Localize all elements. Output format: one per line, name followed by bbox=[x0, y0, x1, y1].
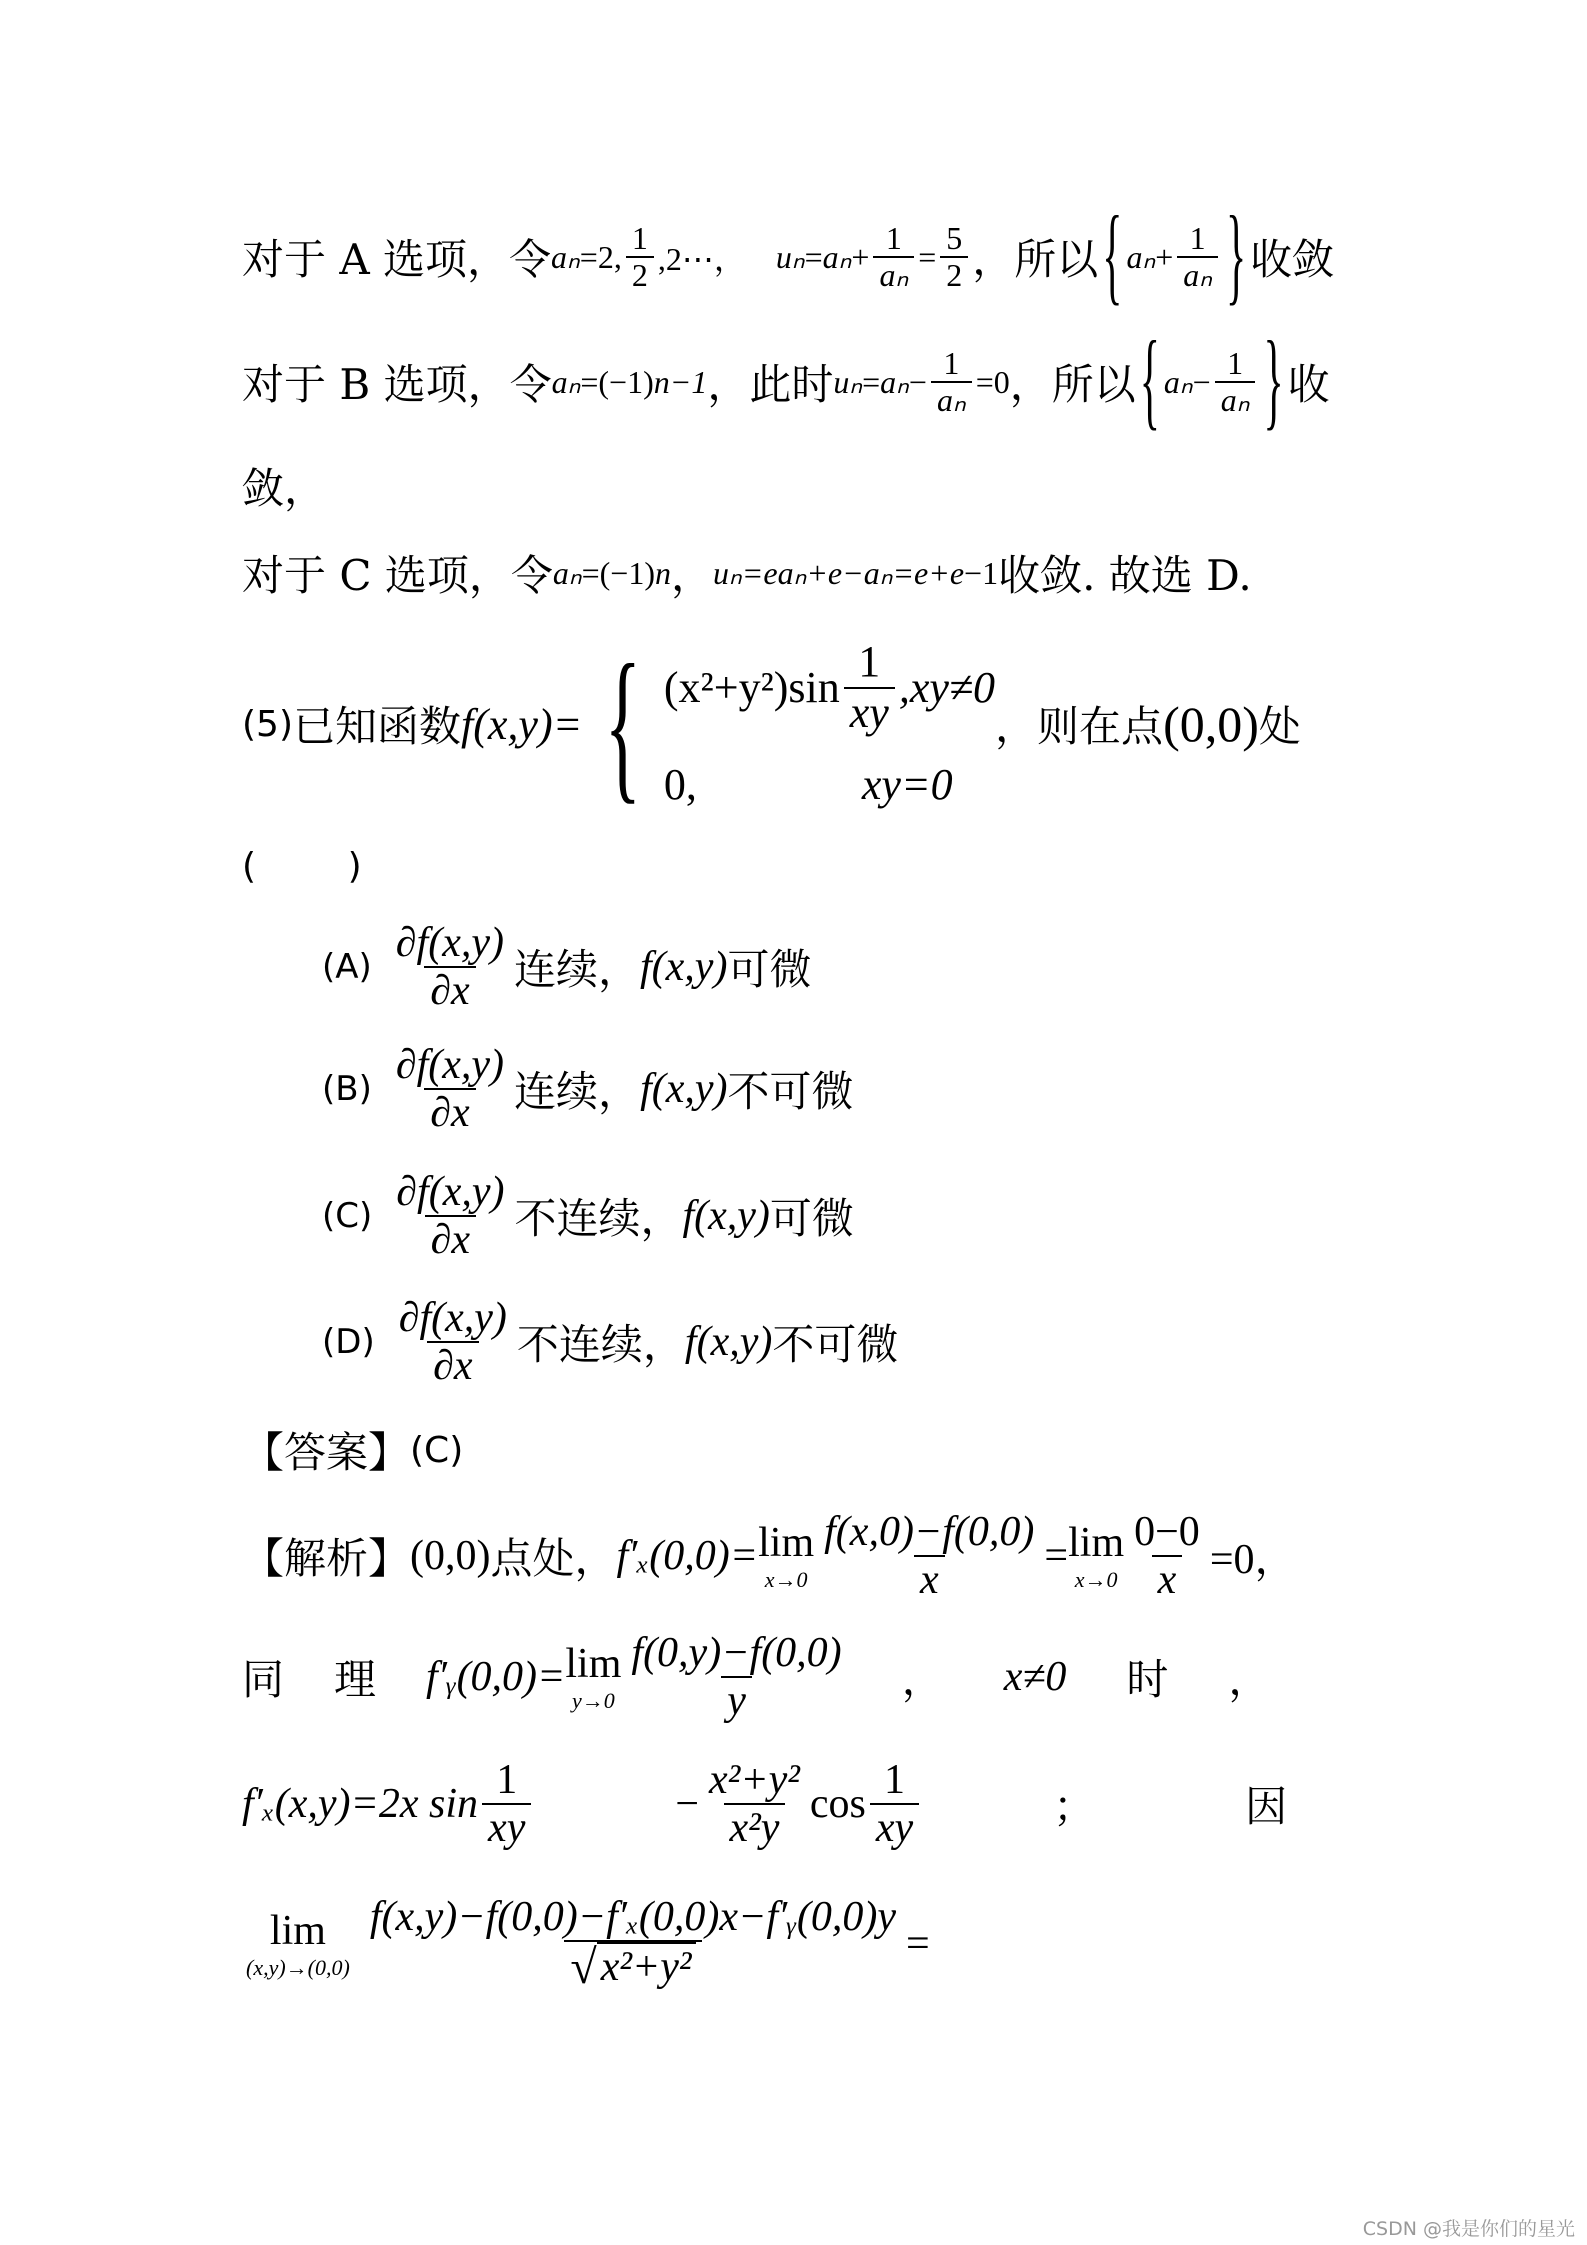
option-b bbox=[322, 1019, 854, 1159]
text: 收敛 bbox=[1250, 235, 1335, 284]
text: 连续， bbox=[514, 1067, 641, 1116]
lim: lim bbox=[758, 1520, 815, 1566]
text: 理 bbox=[334, 1655, 377, 1704]
text: 对于 C 选项，令 bbox=[242, 551, 553, 600]
denominator: aₙ bbox=[931, 381, 972, 418]
lim: lim bbox=[565, 1641, 622, 1687]
exponent: aₙ bbox=[777, 555, 807, 591]
math: =0 bbox=[975, 363, 1010, 400]
math: xy=0 bbox=[861, 759, 953, 809]
denominator: y bbox=[721, 1676, 752, 1724]
option-label: (B) bbox=[322, 1069, 372, 1109]
exponent: −1 bbox=[964, 554, 999, 591]
lim-subscript: x→0 bbox=[764, 1567, 808, 1592]
fraction bbox=[940, 221, 968, 293]
lim: lim bbox=[269, 1908, 326, 1954]
question-number: (5) bbox=[242, 703, 293, 745]
math: aₙ bbox=[1163, 364, 1193, 400]
denominator: aₙ bbox=[1177, 256, 1218, 293]
math: aₙ bbox=[1126, 239, 1156, 275]
analysis-label: 【解析】 bbox=[242, 1534, 411, 1583]
math: = bbox=[918, 238, 937, 275]
text: 已知函数 bbox=[293, 702, 462, 751]
math: x≠0 bbox=[1003, 1654, 1067, 1700]
fraction bbox=[390, 1042, 510, 1136]
numerator: x²+y² bbox=[709, 1756, 800, 1803]
math: f′ᵧ(0,0)= bbox=[426, 1654, 566, 1700]
denominator: aₙ bbox=[873, 256, 914, 293]
option-a bbox=[322, 897, 811, 1037]
denominator: ∂x bbox=[424, 966, 475, 1014]
option-label: (C) bbox=[322, 1196, 373, 1236]
lim: lim bbox=[1068, 1520, 1125, 1566]
math: f(x,y) bbox=[682, 1193, 770, 1239]
math: =(−1) bbox=[580, 363, 654, 400]
denominator: ∂x bbox=[424, 1088, 475, 1136]
math: cos bbox=[809, 1781, 866, 1827]
numerator: 1 bbox=[496, 1756, 518, 1803]
math: f′ₓ(0,0)= bbox=[616, 1533, 759, 1579]
analysis-line-1 bbox=[242, 1486, 1297, 1626]
denominator: 2 bbox=[626, 256, 654, 293]
line-option-a bbox=[242, 187, 1334, 327]
text: 不连续， bbox=[516, 1320, 685, 1369]
math: aₙ bbox=[822, 239, 852, 275]
text: 不可微 bbox=[727, 1067, 854, 1116]
text: 因 bbox=[1245, 1782, 1288, 1831]
text: 连续， bbox=[513, 945, 640, 994]
math: =(−1) bbox=[581, 554, 655, 591]
denominator: xy bbox=[844, 687, 895, 737]
numerator: f(0,y)−f(0,0) bbox=[631, 1629, 842, 1676]
math: aₙ bbox=[880, 364, 909, 400]
numerator: 5 bbox=[946, 219, 963, 256]
text: 同 bbox=[242, 1655, 285, 1704]
numerator: ∂f(x,y) bbox=[395, 919, 504, 966]
math: =0， bbox=[1209, 1537, 1297, 1583]
limit bbox=[758, 1519, 814, 1593]
fraction bbox=[1215, 346, 1256, 418]
denominator: x bbox=[1152, 1555, 1183, 1603]
math: − bbox=[675, 1781, 700, 1827]
denominator: 2 bbox=[940, 256, 968, 293]
case-1 bbox=[664, 638, 995, 737]
lim-subscript: x→0 bbox=[1074, 1567, 1118, 1592]
math: f(x,y) bbox=[640, 944, 728, 990]
text: ，所以 bbox=[1009, 360, 1136, 409]
text: ； bbox=[1053, 1782, 1096, 1831]
text: 可微 bbox=[769, 1194, 854, 1243]
fraction bbox=[844, 638, 895, 737]
math: (x²+y²)sin bbox=[663, 663, 840, 712]
lim-subscript: y→0 bbox=[572, 1688, 615, 1713]
text: 可微 bbox=[727, 945, 812, 994]
numerator: ∂f(x,y) bbox=[396, 1168, 505, 1215]
denominator: x bbox=[914, 1555, 945, 1603]
line-option-c bbox=[242, 503, 1252, 643]
math: aₙ bbox=[551, 239, 580, 275]
math: = bbox=[1044, 1533, 1069, 1579]
fraction bbox=[703, 1757, 806, 1851]
denominator: ∂x bbox=[425, 1215, 476, 1263]
math: aₙ bbox=[552, 555, 582, 591]
numerator: f(x,0)−f(0,0) bbox=[824, 1508, 1035, 1555]
math: = bbox=[862, 363, 881, 400]
denominator: xy bbox=[870, 1803, 919, 1851]
numerator: 0−0 bbox=[1134, 1508, 1200, 1555]
fraction bbox=[818, 1509, 1040, 1603]
text: 对于 B 选项，令 bbox=[242, 360, 552, 409]
answer-value: (C) bbox=[410, 1429, 464, 1471]
math: ,xy≠0 bbox=[898, 663, 996, 712]
analysis-line-2 bbox=[242, 1607, 1352, 1747]
numerator: 1 bbox=[885, 219, 902, 256]
math: − bbox=[908, 363, 927, 400]
fraction bbox=[931, 346, 972, 418]
math: − bbox=[1192, 363, 1211, 400]
fraction bbox=[870, 1757, 919, 1851]
exponent: −aₙ bbox=[842, 555, 893, 591]
case-2 bbox=[664, 759, 995, 810]
numerator: f(x,y)−f(0,0)−f′ₓ(0,0)x−f′ᵧ(0,0)y bbox=[369, 1893, 896, 1940]
text: ，此时 bbox=[707, 360, 834, 409]
math: =e+e bbox=[892, 554, 965, 591]
text: ，则在点 bbox=[995, 702, 1164, 751]
math: = bbox=[804, 238, 823, 275]
fraction bbox=[625, 1630, 847, 1724]
answer-label: 【答案】 bbox=[242, 1428, 411, 1477]
math: uₙ bbox=[833, 364, 863, 400]
text: ， bbox=[1228, 1655, 1271, 1704]
text: 对于 A 选项，令 bbox=[242, 235, 552, 284]
text: 点处， bbox=[490, 1534, 617, 1583]
text: ( ) bbox=[242, 845, 362, 887]
right-brace: } bbox=[1263, 322, 1284, 442]
exponent: n bbox=[655, 554, 671, 591]
math: + bbox=[851, 238, 870, 275]
exponent: n−1 bbox=[653, 363, 708, 400]
numerator: ∂f(x,y) bbox=[395, 1041, 505, 1088]
limit bbox=[1068, 1519, 1124, 1593]
analysis-line-3 bbox=[242, 1734, 1362, 1874]
denominator: aₙ bbox=[1215, 381, 1256, 418]
limit bbox=[565, 1640, 621, 1714]
fraction bbox=[364, 1894, 902, 1995]
option-label: (D) bbox=[322, 1322, 375, 1362]
math: f(x,y)= bbox=[461, 699, 583, 749]
lim-subscript: (x,y)→(0,0) bbox=[246, 1955, 350, 1980]
denominator: ∂x bbox=[427, 1341, 478, 1389]
text: 处 bbox=[1258, 702, 1301, 751]
option-c bbox=[322, 1146, 854, 1286]
numerator: 1 bbox=[1227, 344, 1244, 381]
text: 不可微 bbox=[772, 1320, 899, 1369]
math: f(x,y) bbox=[640, 1066, 728, 1112]
piecewise-function bbox=[582, 630, 996, 818]
math: ,2⋯， bbox=[657, 241, 746, 277]
text: 不连续， bbox=[514, 1194, 683, 1243]
numerator: 1 bbox=[631, 219, 648, 256]
math: f(x,y) bbox=[684, 1319, 773, 1365]
numerator: 1 bbox=[943, 344, 960, 381]
math: + bbox=[1155, 238, 1174, 275]
math: +e bbox=[806, 554, 843, 591]
numerator: 1 bbox=[858, 637, 881, 687]
text: 时 bbox=[1126, 1655, 1169, 1704]
sqrt-icon: √ bbox=[570, 1940, 597, 1994]
left-brace: { bbox=[604, 630, 642, 818]
math: 0, bbox=[663, 759, 697, 809]
fraction bbox=[1128, 1509, 1206, 1603]
math: aₙ bbox=[551, 364, 581, 400]
math: uₙ bbox=[775, 239, 805, 275]
fraction bbox=[482, 1757, 531, 1851]
right-brace: } bbox=[1225, 197, 1247, 317]
denominator: xy bbox=[482, 1803, 531, 1851]
math: f′ₓ(x,y)=2x sin bbox=[242, 1781, 479, 1827]
denominator: x²y bbox=[724, 1803, 786, 1851]
radicand: x²+y² bbox=[597, 1942, 696, 1995]
numerator: ∂f(x,y) bbox=[398, 1294, 507, 1341]
fraction bbox=[390, 1169, 510, 1263]
text: ，所以 bbox=[972, 235, 1099, 284]
analysis-line-4 bbox=[246, 1874, 930, 2014]
text: ， bbox=[671, 551, 714, 600]
fraction bbox=[390, 920, 510, 1014]
fraction bbox=[393, 1295, 513, 1389]
line-option-b bbox=[242, 312, 1330, 452]
math: =2, bbox=[579, 238, 622, 275]
fraction bbox=[873, 221, 914, 293]
math: (0,0) bbox=[410, 1533, 491, 1579]
limit bbox=[246, 1907, 350, 1981]
fraction bbox=[626, 221, 654, 293]
text: 收 bbox=[1287, 360, 1330, 409]
denominator bbox=[564, 1940, 701, 1995]
cases bbox=[664, 638, 995, 810]
option-label: (A) bbox=[322, 947, 372, 987]
text: ， bbox=[901, 1655, 944, 1704]
fraction bbox=[1177, 221, 1218, 293]
text: 收敛. 故选 D. bbox=[998, 551, 1252, 600]
numerator: 1 bbox=[883, 1756, 905, 1803]
text: 敛， bbox=[242, 464, 327, 513]
question-5 bbox=[242, 630, 1301, 818]
watermark: CSDN @我是你们的星光 bbox=[1362, 2218, 1575, 2240]
math: =e bbox=[741, 554, 778, 591]
left-brace: { bbox=[1102, 197, 1123, 317]
math: (0,0) bbox=[1163, 696, 1259, 752]
left-brace: { bbox=[1139, 322, 1160, 442]
math: = bbox=[906, 1921, 930, 1967]
numerator: 1 bbox=[1189, 219, 1206, 256]
math: uₙ bbox=[713, 555, 742, 591]
